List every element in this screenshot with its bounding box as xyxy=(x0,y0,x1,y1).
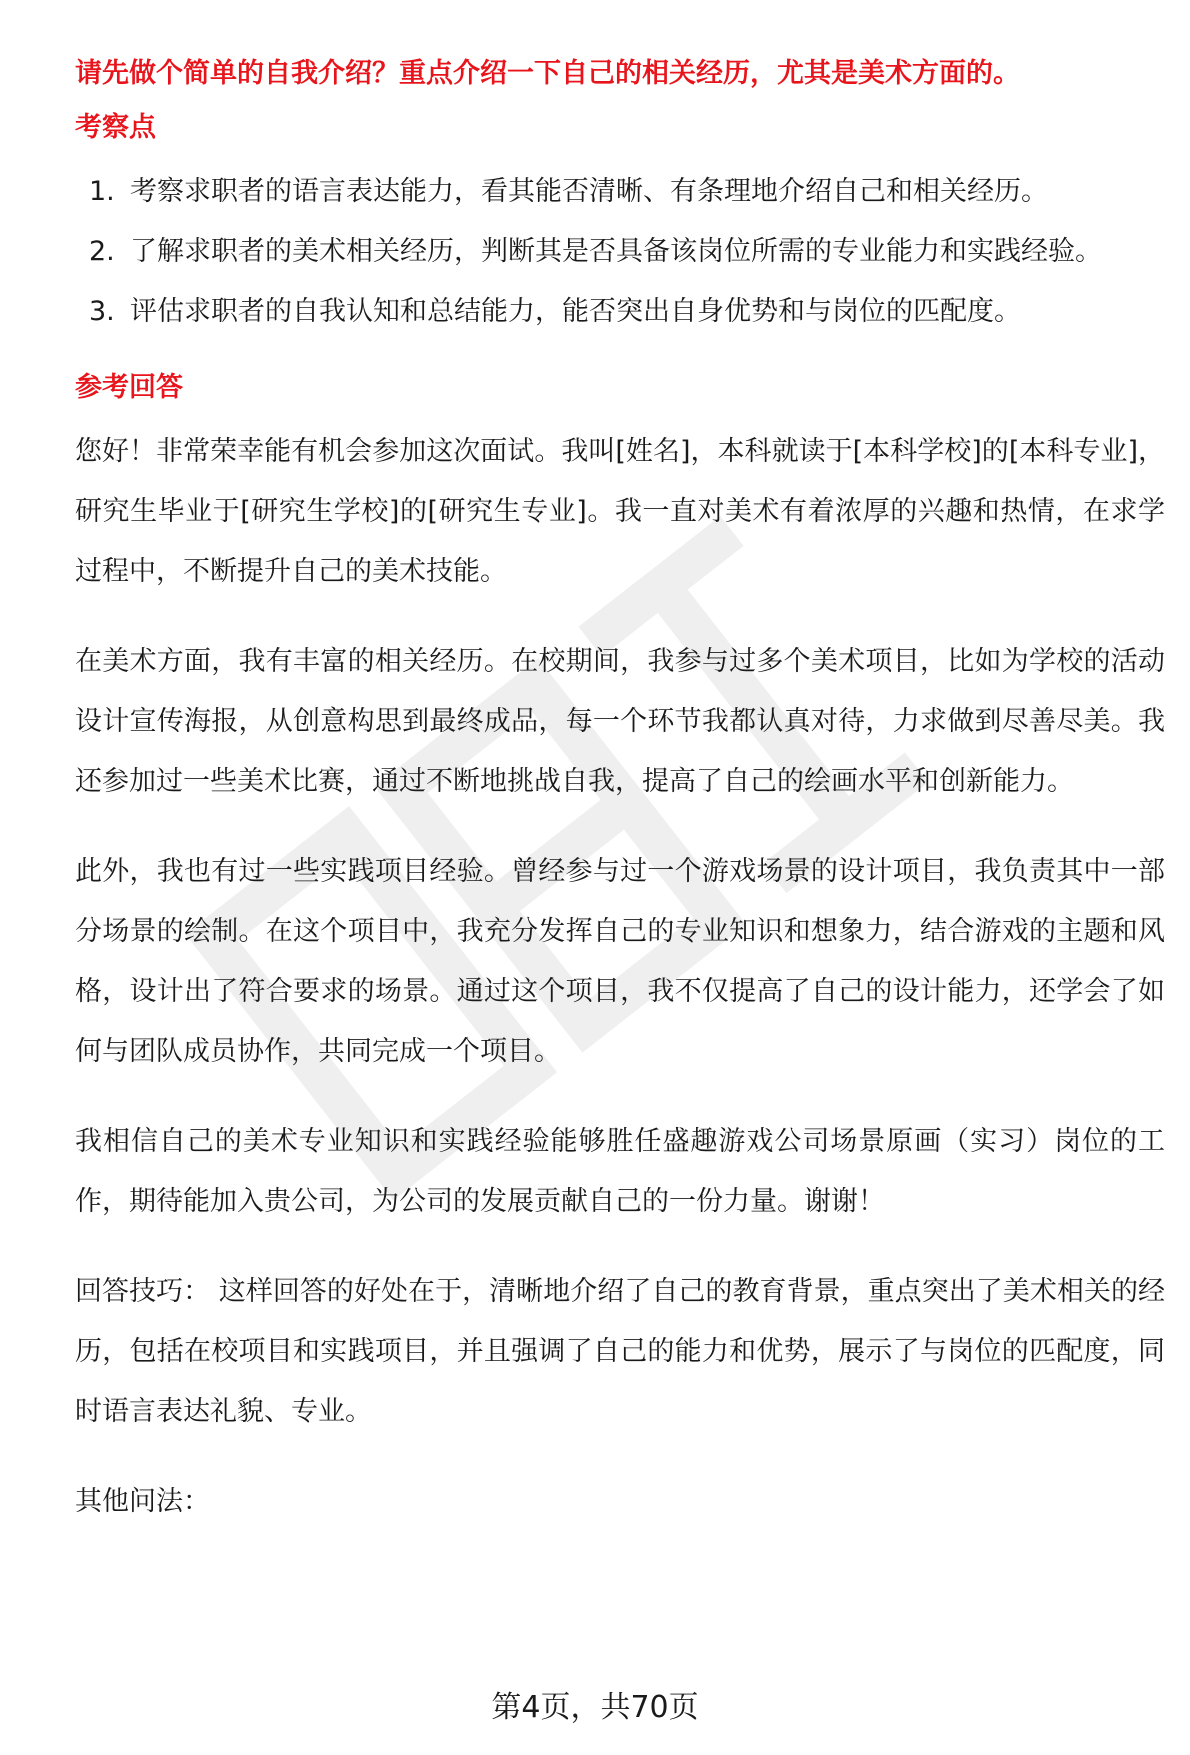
list-item xyxy=(75,222,1165,282)
document-page xyxy=(75,52,1165,1562)
list-item-number: 2. xyxy=(89,236,115,267)
list-item xyxy=(75,162,1165,222)
list-item-number: 3. xyxy=(89,296,115,327)
list-item-text: 评估求职者的自我认知和总结能力，能否突出自身优势和与岗位的匹配度。 xyxy=(130,296,1021,327)
list-item-text: 考察求职者的语言表达能力，看其能否清晰、有条理地介绍自己和相关经历。 xyxy=(130,176,1048,207)
exam-points-heading: 考察点 xyxy=(75,112,156,143)
answer-tips-paragraph: 回答技巧： 这样回答的好处在于，清晰地介绍了自己的教育背景，重点突出了美术相关的经历，包括在校项目和实践项目，并且强调了自己的能力和优势，展示了与岗位的匹配度，同时语言表达礼貌、专业。 xyxy=(75,1276,1165,1427)
answer-paragraph: 我相信自己的美术专业知识和实践经验能够胜任盛趣游戏公司场景原画（实习）岗位的工作，期待能加入贵公司，为公司的发展贡献自己的一份力量。谢谢！ xyxy=(75,1126,1165,1217)
page-number: 第4页，共70页 xyxy=(491,1690,699,1725)
list-item-number: 1. xyxy=(89,176,115,207)
answer-paragraph: 在美术方面，我有丰富的相关经历。在校期间，我参与过多个美术项目，比如为学校的活动设计宣传海报，从创意构思到最终成品，每一个环节我都认真对待，力求做到尽善尽美。我还参加过一些美术比赛，通过不断地挑战自我，提高了自己的绘画水平和创新能力。 xyxy=(75,646,1165,797)
list-item-text: 了解求职者的美术相关经历，判断其是否具备该岗位所需的专业能力和实践经验。 xyxy=(130,236,1102,267)
question-title: 请先做个简单的自我介绍？重点介绍一下自己的相关经历，尤其是美术方面的。 xyxy=(75,58,1020,89)
list-item xyxy=(75,282,1165,342)
other-questions-label: 其他问法： xyxy=(75,1486,210,1517)
answer-paragraph: 此外，我也有过一些实践项目经验。曾经参与过一个游戏场景的设计项目，我负责其中一部分场景的绘制。在这个项目中，我充分发挥自己的专业知识和想象力，结合游戏的主题和风格，设计出了符合要求的场景。通过这个项目，我不仅提高了自己的设计能力，还学会了如何与团队成员协作，共同完成一个项目。 xyxy=(75,856,1165,1067)
exam-points-list xyxy=(75,162,1165,342)
answer-paragraph: 您好！非常荣幸能有机会参加这次面试。我叫[姓名]，本科就读于[本科学校]的[本科专业]，研究生毕业于[研究生学校]的[研究生专业]。我一直对美术有着浓厚的兴趣和热情，在求学过程中，不断提升自己的美术技能。 xyxy=(75,436,1165,587)
reference-answer-heading: 参考回答 xyxy=(75,372,183,403)
